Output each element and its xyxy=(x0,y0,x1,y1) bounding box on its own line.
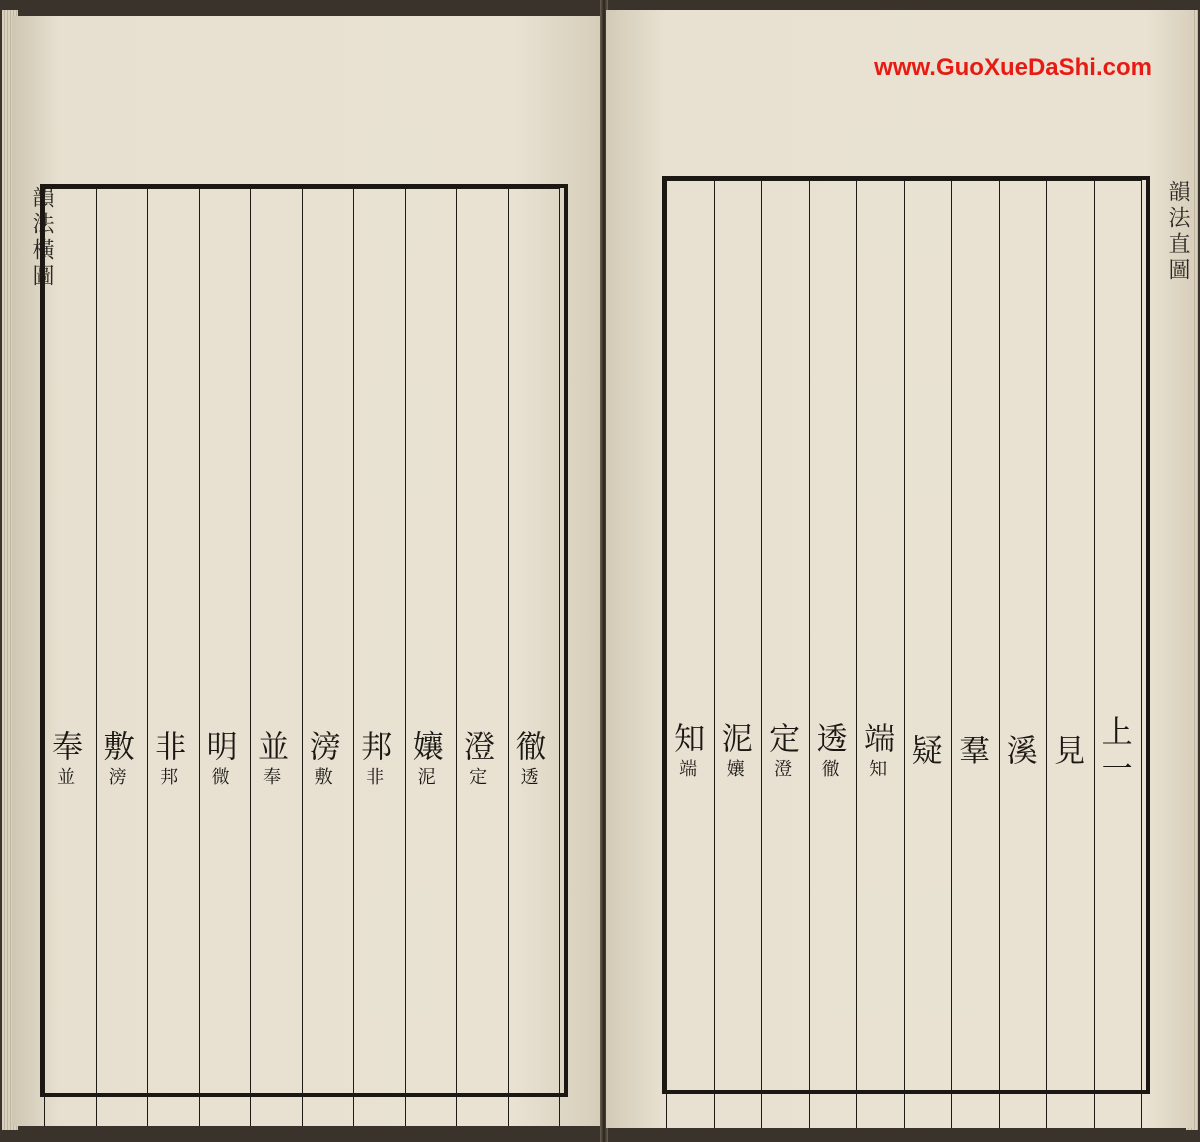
header-cell xyxy=(251,189,303,1127)
header-cell xyxy=(354,189,406,1127)
right-page xyxy=(606,10,1192,1128)
header-cell xyxy=(199,189,251,1127)
header-cell xyxy=(302,189,354,1127)
header-sub-initial: 敷 xyxy=(311,766,333,791)
header-initial: 滂 xyxy=(303,729,340,767)
header-sub-initial: 知 xyxy=(866,758,888,783)
header-cell xyxy=(904,181,952,1129)
header-initial: 溪 xyxy=(1000,733,1037,771)
right-rhyme-table xyxy=(666,180,1142,1128)
header-initial: 知 xyxy=(668,721,705,759)
header-initial: 泥 xyxy=(715,721,752,759)
header-sub-initial: 透 xyxy=(517,766,539,791)
header-initial: 上一 xyxy=(1095,715,1132,789)
header-initial: 敷 xyxy=(97,729,134,767)
header-cell xyxy=(45,189,97,1127)
header-initial: 端 xyxy=(858,721,895,759)
header-sub-initial: 定 xyxy=(466,766,488,791)
left-edge-text: 韻法橫圖 xyxy=(29,186,54,290)
header-initial: 見 xyxy=(1048,733,1085,771)
header-initial: 澄 xyxy=(458,729,495,767)
header-cell xyxy=(762,181,810,1129)
header-initial: 邦 xyxy=(355,729,392,767)
header-initial: 徹 xyxy=(509,729,546,767)
left-page xyxy=(12,16,602,1126)
header-cell xyxy=(96,189,148,1127)
header-cell xyxy=(999,181,1047,1129)
header-initial: 明 xyxy=(200,729,237,767)
header-sub-initial: 非 xyxy=(363,766,385,791)
header-cell xyxy=(714,181,762,1129)
header-sub-initial: 孃 xyxy=(723,758,745,783)
header-initial: 奉 xyxy=(46,729,83,767)
header-cell xyxy=(809,181,857,1129)
header-sub-initial: 泥 xyxy=(414,766,436,791)
header-initial: 非 xyxy=(149,729,186,767)
header-initial: 定 xyxy=(763,721,800,759)
header-sub-initial: 邦 xyxy=(157,766,179,791)
header-initial: 羣 xyxy=(953,733,990,771)
header-cell xyxy=(508,189,560,1127)
header-initial: 透 xyxy=(810,721,847,759)
header-sub-initial: 澄 xyxy=(771,758,793,783)
header-initial: 並 xyxy=(252,729,289,767)
right-edge-text: 韻法直圖 xyxy=(1165,180,1190,284)
header-sub-initial: 徹 xyxy=(818,758,840,783)
watermark-text: www.GuoXueDaShi.com xyxy=(874,54,1152,81)
header-sub-initial: 奉 xyxy=(260,766,282,791)
header-cell xyxy=(457,189,509,1127)
header-cell xyxy=(1094,181,1142,1129)
header-cell xyxy=(667,181,715,1129)
header-sub-initial: 滂 xyxy=(105,766,127,791)
left-rhyme-table xyxy=(44,188,560,1126)
header-sub-initial: 微 xyxy=(208,766,230,791)
header-cell xyxy=(405,189,457,1127)
header-sub-initial: 端 xyxy=(676,758,698,783)
header-cell xyxy=(952,181,1000,1129)
header-cell xyxy=(1047,181,1095,1129)
header-sub-initial: 並 xyxy=(54,766,76,791)
header-initial: 疑 xyxy=(905,733,942,771)
header-cell xyxy=(148,189,200,1127)
header-initial: 孃 xyxy=(406,729,443,767)
header-cell xyxy=(857,181,905,1129)
